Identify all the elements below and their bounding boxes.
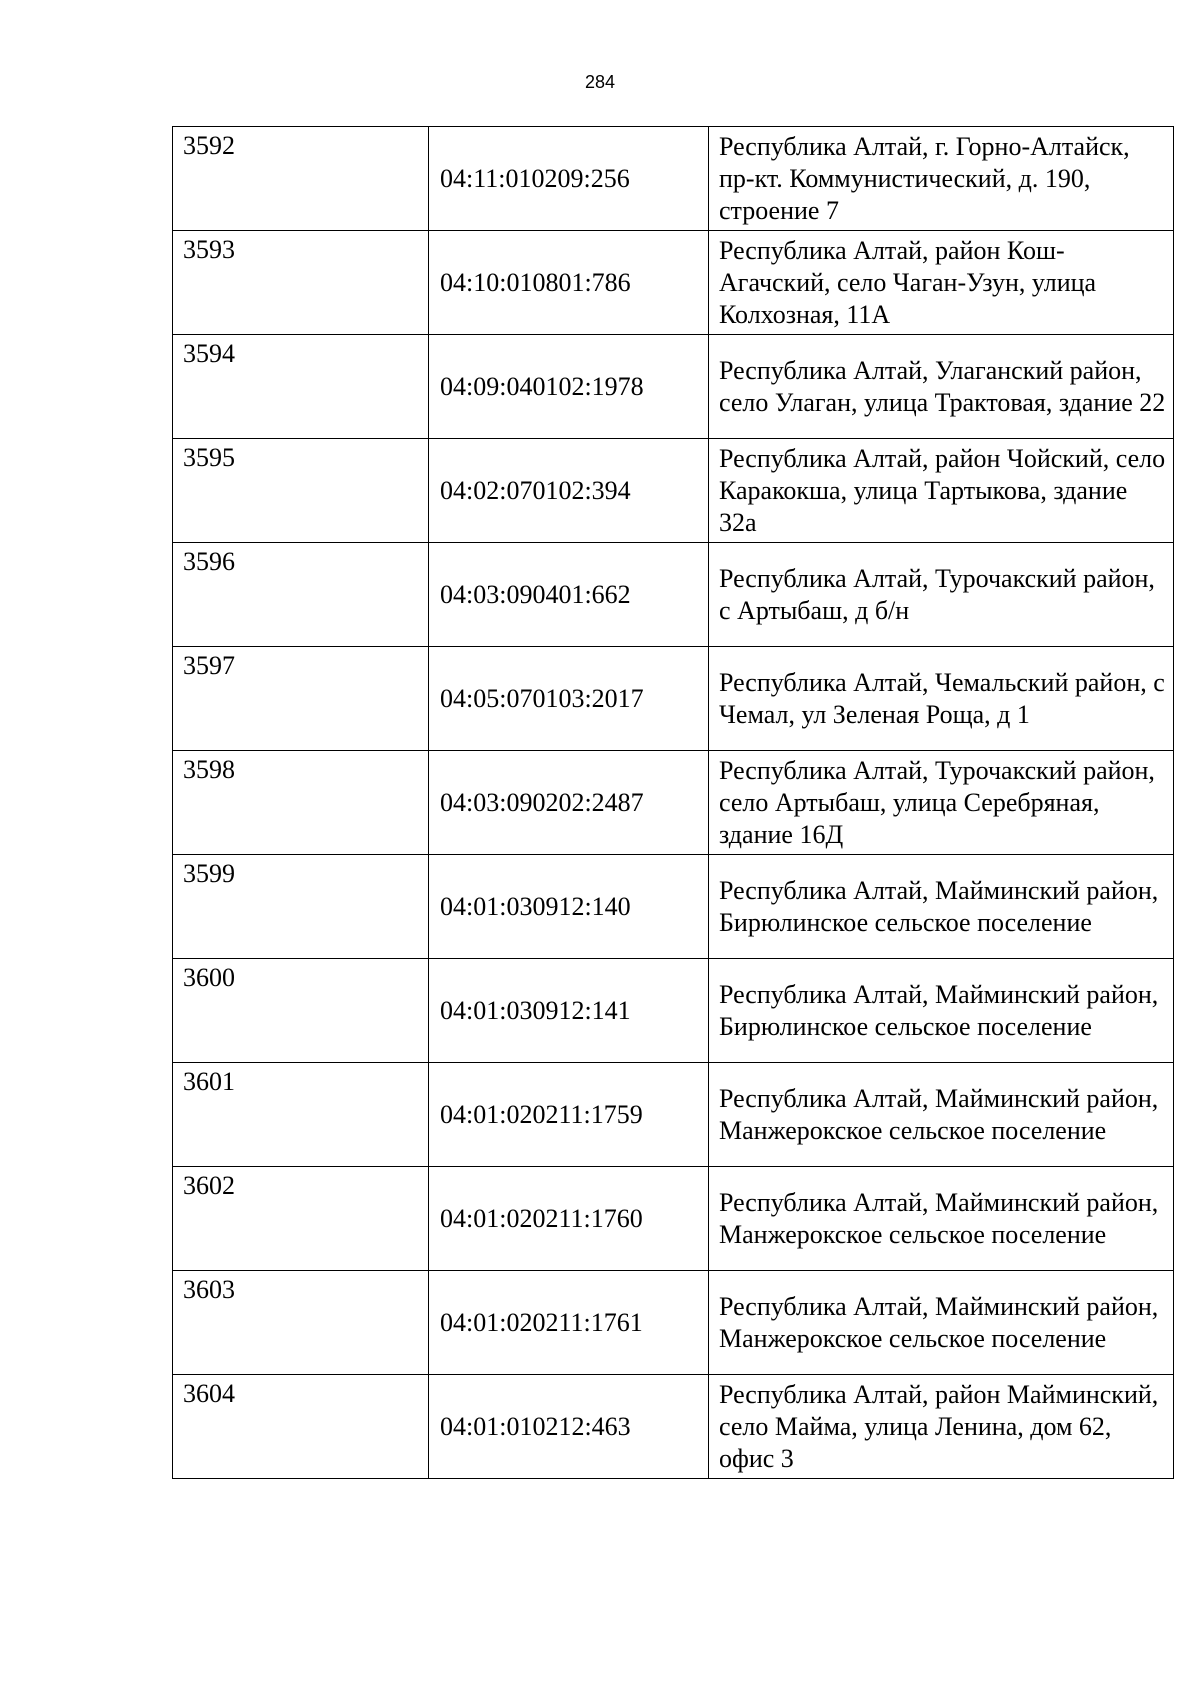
row-number: 3601 xyxy=(173,1063,429,1167)
table-row xyxy=(173,439,1174,543)
row-number: 3602 xyxy=(173,1167,429,1271)
row-number: 3596 xyxy=(173,543,429,647)
address: Республика Алтай, Турочакский район, село Артыбаш, улица Серебряная, здание 16Д xyxy=(709,751,1174,855)
cadastral-number: 04:09:040102:1978 xyxy=(429,335,709,439)
cadastral-number: 04:01:010212:463 xyxy=(429,1375,709,1479)
table-row xyxy=(173,647,1174,751)
address: Республика Алтай, Майминский район, Манжерокское сельское поселение xyxy=(709,1063,1174,1167)
table-row xyxy=(173,751,1174,855)
row-number: 3600 xyxy=(173,959,429,1063)
cadastral-number: 04:11:010209:256 xyxy=(429,127,709,231)
table-row xyxy=(173,1063,1174,1167)
row-number: 3597 xyxy=(173,647,429,751)
table-row xyxy=(173,855,1174,959)
cadastral-number: 04:05:070103:2017 xyxy=(429,647,709,751)
address: Республика Алтай, Турочакский район, с Артыбаш, д б/н xyxy=(709,543,1174,647)
cadastral-number: 04:02:070102:394 xyxy=(429,439,709,543)
row-number: 3603 xyxy=(173,1271,429,1375)
address: Республика Алтай, Майминский район, Манжерокское сельское поселение xyxy=(709,1271,1174,1375)
table-row xyxy=(173,1271,1174,1375)
address: Республика Алтай, г. Горно-Алтайск, пр-кт. Коммунистический, д. 190, строение 7 xyxy=(709,127,1174,231)
table-row xyxy=(173,231,1174,335)
cadastral-number: 04:01:020211:1761 xyxy=(429,1271,709,1375)
table-row xyxy=(173,543,1174,647)
cadastral-number: 04:03:090401:662 xyxy=(429,543,709,647)
address: Республика Алтай, Майминский район, Бирюлинское сельское поселение xyxy=(709,855,1174,959)
row-number: 3593 xyxy=(173,231,429,335)
row-number: 3592 xyxy=(173,127,429,231)
address: Республика Алтай, район Кош-Агачский, село Чаган-Узун, улица Колхозная, 11А xyxy=(709,231,1174,335)
address: Республика Алтай, Улаганский район, село Улаган, улица Трактовая, здание 22 xyxy=(709,335,1174,439)
property-table xyxy=(172,126,1174,1479)
table-row xyxy=(173,335,1174,439)
table-row xyxy=(173,959,1174,1063)
row-number: 3594 xyxy=(173,335,429,439)
property-table-body xyxy=(173,127,1174,1479)
page-number: 284 xyxy=(584,72,616,92)
address: Республика Алтай, Майминский район, Манжерокское сельское поселение xyxy=(709,1167,1174,1271)
row-number: 3598 xyxy=(173,751,429,855)
cadastral-number: 04:03:090202:2487 xyxy=(429,751,709,855)
row-number: 3599 xyxy=(173,855,429,959)
cadastral-number: 04:10:010801:786 xyxy=(429,231,709,335)
address: Республика Алтай, Чемальский район, с Чемал, ул Зеленая Роща, д 1 xyxy=(709,647,1174,751)
address: Республика Алтай, район Майминский, село Майма, улица Ленина, дом 62, офис 3 xyxy=(709,1375,1174,1479)
address: Республика Алтай, Майминский район, Бирюлинское сельское поселение xyxy=(709,959,1174,1063)
cadastral-number: 04:01:030912:140 xyxy=(429,855,709,959)
table-row xyxy=(173,1167,1174,1271)
cadastral-number: 04:01:030912:141 xyxy=(429,959,709,1063)
table-row xyxy=(173,127,1174,231)
cadastral-number: 04:01:020211:1759 xyxy=(429,1063,709,1167)
table-row xyxy=(173,1375,1174,1479)
address: Республика Алтай, район Чойский, село Каракокша, улица Тартыкова, здание 32а xyxy=(709,439,1174,543)
row-number: 3604 xyxy=(173,1375,429,1479)
cadastral-number: 04:01:020211:1760 xyxy=(429,1167,709,1271)
row-number: 3595 xyxy=(173,439,429,543)
